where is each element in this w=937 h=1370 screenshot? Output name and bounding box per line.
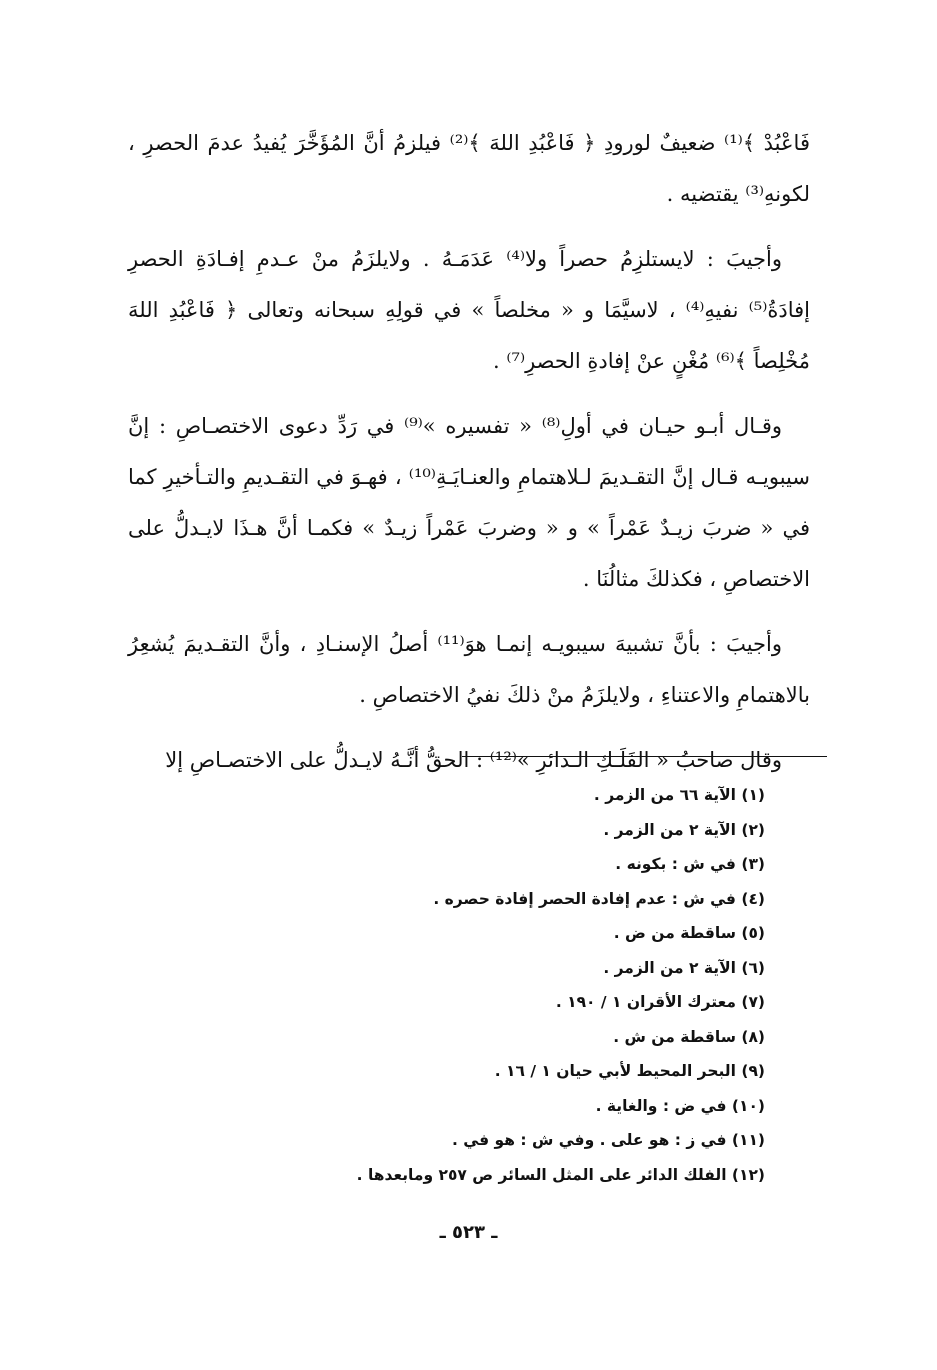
footnote-12: (١٢) الفلك الدائر على المثل السائر ص ٢٥٧ ومابعدها . xyxy=(356,1165,765,1184)
paragraph-1: فَاعْبُدْ ﴾⁽¹⁾ ضعيفٌ لورودِ ﴿ فَاعْبُدِ اللهَ ﴾⁽²⁾ فيلزمُ أنَّ المُؤَخَّرَ يُفيدُ عدمَ الحصرِ ، لكونهِ⁽³⁾ يقتضيه . xyxy=(128,131,810,206)
footnote-2: (٢) الآية ٢ من الزمر . xyxy=(603,820,765,839)
footnote-3: (٣) في ش : بكونه . xyxy=(615,855,765,873)
page-number: ـ ٥٢٣ ـ xyxy=(439,1222,498,1243)
footnote-6: (٦) الآية ٢ من الزمر . xyxy=(603,958,765,977)
footnote-4: (٤) في ش : عدم إفادة الحصر إفادة حصره . xyxy=(433,889,765,908)
footnote-1: (١) الآية ٦٦ من الزمر . xyxy=(593,786,765,804)
footnote-10: (١٠) في ض : والغاية . xyxy=(595,1096,765,1115)
paragraph-3: وقـال أبـو حيـان في أولِ⁽⁸⁾ « تفسيره »⁽⁹⁾ في رَدِّ دعوى الاختصـاصِ : إنَّ سيبويـه قـال إنَّ التقـديمَ لـلاهتمامِ والعنـايَـةِ⁽¹⁰⁾ ، فهـوَ في التقـديمِ والتـأخيرِ كما في « ضربَ زيـدٌ عَمْراً » و « وضربَ عَمْراً زيـدٌ » فكمـا أنَّ هـذَا لايـدلُّ على الاختصاصِ ، فكذلكَ مثالُنَا . xyxy=(128,414,810,591)
footnotes xyxy=(205,778,765,1192)
footnote-divider xyxy=(462,756,827,757)
footnote-8: (٨) ساقطة من ش . xyxy=(613,1027,765,1046)
paragraph-2: وأجيبَ : لايستلزِمُ حصراً ولا⁽⁴⁾ عَدَمَـهُ . ولايلزَمُ منْ عـدمِ إفـادَةِ الحصرِ إفادَةُ⁽⁵⁾ نفيهِ⁽⁴⁾ ، لاسيَّمَا و « مخلصاً » في قولِهِ سبحانه وتعالى ﴿ فَاعْبُدِ اللهَ مُخْلِصاً ﴾⁽⁶⁾ مُغْنٍ عنْ إفادةِ الحصرِ⁽⁷⁾ . xyxy=(128,247,810,373)
footnote-5: (٥) ساقطة من ض . xyxy=(613,924,765,942)
footnote-9: (٩) البحر المحيط لأبي حيان ١ / ١٦ . xyxy=(494,1062,765,1080)
paragraph-4: وأجيبَ : بأنَّ تشبيهَ سيبويـه إنمـا هوَ⁽¹¹⁾ أصلُ الإسنـادِ ، وأنَّ التقـديمَ يُشعِرُ بالاهتمامِ والاعتناءِ ، ولايلزَمُ منْ ذلكَ نفيُ الاختصاصِ . xyxy=(128,632,810,707)
footnote-7: (٧) معترك الأقران ١ / ١٩٠ . xyxy=(555,993,765,1011)
paragraph-5: وقال صاحبُ « الفَلَـكِ الـدائرِ »⁽¹²⁾ : الحقُّ أنَّـهُ لايـدلُّ على الاختصـاصِ إلا xyxy=(165,748,782,772)
footnote-11: (١١) في ز : هو على . وفي ش : هو في . xyxy=(452,1131,765,1149)
main-text xyxy=(128,118,810,786)
